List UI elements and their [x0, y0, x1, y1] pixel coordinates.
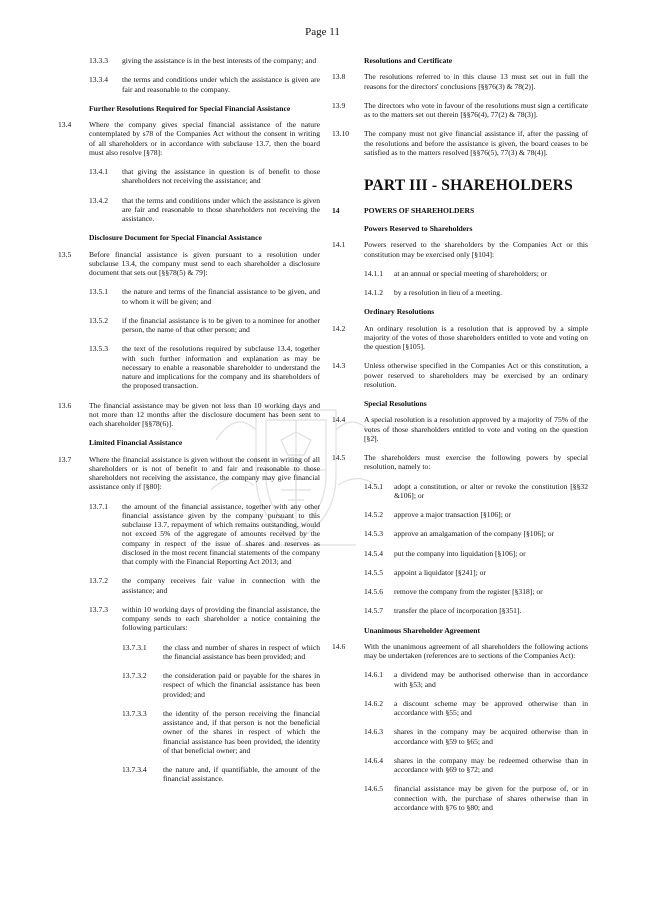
clause-number: 13.9 — [332, 100, 346, 110]
clause-text: appoint a liquidator [§241]; or — [394, 567, 486, 577]
clause-13-7-2 — [89, 576, 320, 595]
clause-text: by a resolution in lieu of a meeting. — [394, 288, 502, 298]
clause-text: remove the company from the register [§318]; or — [394, 587, 543, 597]
clause-number: 14.3 — [332, 361, 346, 371]
clause-text: the company receives fair value in connection with the assistance; and — [122, 576, 320, 595]
clause-text: With the unanimous agreement of all shareholders the following actions may be undertaken (references are to sections of the Companies Act): — [364, 641, 588, 661]
clause-text: adopt a constitution, or alter or revoke the constitution [§§32 &106]; or — [394, 481, 588, 500]
part-title: PART III - SHAREHOLDERS — [364, 177, 573, 194]
clause-14-6-4 — [364, 756, 588, 775]
clause-number: 14.6.5 — [364, 784, 383, 794]
clause-number: 14.6.1 — [364, 670, 383, 680]
clause-14-2 — [332, 324, 588, 352]
clause-text: the class and number of shares in respect of which the financial assistance has been provided; and — [163, 642, 320, 661]
clause-14-5-5 — [364, 568, 588, 577]
clause-14-6-3 — [364, 727, 588, 746]
clause-text: approve an amalgamation of the company [§106]; or — [394, 529, 555, 539]
clause-14-6-2 — [364, 699, 588, 718]
clause-14-5-3 — [364, 529, 588, 538]
right-column — [332, 56, 588, 822]
clause-text: Before financial assistance is given pursuant to a resolution under subclause 13.4, the company must send to each shareholder a disclosure document that sets out [§§78(5) & 79]: — [89, 249, 320, 277]
clause-number: 14.6.2 — [364, 698, 383, 708]
clause-text: The company must not give financial assistance if, after the passing of the resolutions and before the assistance is given, the board ceases to be satisfied as to the matters resolved [§§76(5), 77(3) & 78(4)]. — [364, 129, 588, 157]
clause-text: shares in the company may be acquired otherwise than in accordance with §59 to §65; and — [394, 727, 588, 746]
heading-limited-financial-assistance: Limited Financial Assistance — [89, 438, 183, 448]
clause-13-9 — [332, 101, 588, 120]
clause-text: The shareholders must exercise the following powers by special resolution, namely to: — [364, 453, 588, 472]
section-number: 14 — [332, 205, 340, 215]
clause-number: 14.1.1 — [364, 268, 383, 278]
clause-text: the text of the resolutions required by subclause 13.4, together with such further information and explanation as may be necessary to enable a reasonable shareholder to understand the nature and implications for the company and its shareholders of the proposed transaction. — [122, 344, 320, 391]
clause-14-6 — [332, 642, 588, 661]
clause-13-10 — [332, 129, 588, 157]
clause-13-6 — [58, 401, 320, 429]
page-number: Page 11 — [305, 26, 340, 38]
clause-13-8 — [332, 72, 588, 91]
clause-text: A special resolution is a resolution approved by a majority of 75% of the votes of those shareholders entitled to vote and voting on the question [§2]. — [364, 415, 588, 443]
clause-text: that giving the assistance in question is of benefit to those shareholders not receiving the assistance; and — [122, 167, 320, 186]
clause-14-1 — [332, 240, 588, 259]
clause-13-4-2 — [89, 196, 320, 224]
clause-number: 14.5.4 — [364, 548, 383, 558]
clause-number: 14.5.3 — [364, 529, 383, 539]
clause-14-5-1 — [364, 482, 588, 501]
clause-text: approve a major transaction [§106]; or — [394, 510, 512, 520]
clause-13-3-4 — [89, 75, 320, 94]
clause-14-1-2 — [364, 288, 588, 297]
heading-disclosure-document: Disclosure Document for Special Financial Assistance — [89, 233, 262, 243]
clause-number: 13.7.3.1 — [122, 642, 147, 652]
clause-13-5-1 — [89, 287, 320, 306]
clause-number: 14.5.6 — [364, 587, 383, 597]
clause-number: 13.5 — [58, 249, 72, 259]
clause-text: that the terms and conditions under which the assistance is given are fair and reasonable to those shareholders not receiving the assistance. — [122, 195, 320, 223]
clause-text: Where the company gives special financial assistance of the nature contemplated by s78 of the Companies Act without the consent in writing of all shareholders or in accordance with subclause 13.7, then the board must also resolve [§78]: — [89, 120, 320, 157]
clause-14-6-1 — [364, 670, 588, 689]
clause-number: 13.4.1 — [89, 167, 108, 176]
clause-text: a dividend may be authorised otherwise than in accordance with §53; and — [394, 670, 588, 689]
clause-text: Powers reserved to the shareholders by the Companies Act or this constitution may be exercised only [§104]: — [364, 240, 588, 259]
clause-number: 13.7.3.4 — [122, 765, 147, 774]
clause-13-7-3-4 — [122, 765, 320, 784]
clause-14-5 — [332, 453, 588, 472]
clause-14-6-5 — [364, 784, 588, 812]
clause-number: 13.7.3.2 — [122, 671, 147, 680]
clause-number: 13.4 — [58, 120, 72, 129]
clause-14-5-2 — [364, 510, 588, 519]
clause-number: 13.7 — [58, 454, 72, 464]
clause-13-7-1 — [89, 502, 320, 567]
clause-13-7 — [58, 455, 320, 492]
clause-number: 13.5.3 — [89, 344, 108, 354]
clause-14-1-1 — [364, 269, 588, 278]
clause-13-4 — [58, 120, 320, 157]
clause-number: 14.5.2 — [364, 510, 383, 520]
clause-text: a discount scheme may be approved otherwise than in accordance with §55; and — [394, 698, 588, 718]
clause-number: 13.7.3 — [89, 604, 108, 614]
clause-14-3 — [332, 361, 588, 389]
clause-13-5-3 — [89, 344, 320, 390]
heading-unanimous-agreement: Unanimous Shareholder Agreement — [364, 625, 481, 635]
clause-number: 13.3.4 — [89, 75, 108, 85]
clause-text: put the company into liquidation [§106]; or — [394, 548, 526, 558]
clause-14-5-4 — [364, 549, 588, 558]
heading-resolutions-certificate: Resolutions and Certificate — [364, 56, 453, 65]
clause-text: financial assistance may be given for the purpose of, or in connection with, the purchase of shares otherwise than in accordance with §76 to §80; and — [394, 784, 588, 812]
clause-text: The resolutions referred to in this clause 13 must set out in full the reasons for the directors' conclusions [§§76(3) & 78(2)]. — [364, 72, 588, 91]
heading-ordinary-resolutions: Ordinary Resolutions — [364, 307, 435, 317]
clause-text: transfer the place of incorporation [§351]. — [394, 606, 522, 616]
clause-13-7-3 — [89, 605, 320, 633]
clause-number: 14.5.5 — [364, 567, 383, 577]
clause-number: 14.1 — [332, 240, 346, 250]
left-column — [58, 56, 320, 794]
clause-number: 13.6 — [58, 400, 72, 410]
clause-number: 14.6.4 — [364, 755, 383, 765]
clause-13-5 — [58, 250, 320, 278]
clause-text: The directors who vote in favour of the resolutions must sign a certificate as to the matters set out therein [§§76(4), 77(2) & 78(3)]. — [364, 100, 588, 119]
clause-number: 14.5 — [332, 453, 346, 463]
clause-text: the terms and conditions under which the assistance is given are fair and reasonable to the company. — [122, 75, 320, 94]
clause-number: 13.5.1 — [89, 287, 108, 297]
clause-text: Where the financial assistance is given without the consent in writing of all shareholders or is not of benefit to and fair and reasonable to those shareholders not receiving the assistance, the company may give financial assistance only if [§80]: — [89, 454, 320, 492]
clause-number: 14.6 — [332, 641, 346, 651]
section-14-title — [332, 206, 588, 215]
heading-special-resolutions: Special Resolutions — [364, 399, 427, 409]
heading-further-resolutions: Further Resolutions Required for Special Financial Assistance — [89, 103, 291, 113]
clause-number: 14.6.3 — [364, 727, 383, 737]
clause-text: Unless otherwise specified in the Companies Act or this constitution, a power reserved to shareholders may be exercised by an ordinary resolution. — [364, 361, 588, 389]
heading-powers-reserved: Powers Reserved to Shareholders — [364, 224, 473, 234]
clause-number: 13.10 — [332, 129, 350, 139]
clause-13-5-2 — [89, 316, 320, 335]
clause-text: within 10 working days of providing the financial assistance, the company sends to each shareholder a notice containing the following particulars: — [122, 604, 320, 633]
clause-number: 13.7.3.3 — [122, 708, 147, 718]
clause-number: 13.3.3 — [89, 56, 108, 65]
clause-text: The financial assistance may be given not less than 10 working days and not more than 12 months after the disclosure document has been sent to each shareholder [§§78(6)]. — [89, 400, 320, 428]
clause-number: 13.8 — [332, 72, 346, 82]
clause-13-3-3 — [89, 56, 320, 65]
clause-14-5-7 — [364, 606, 588, 615]
section-text: POWERS OF SHAREHOLDERS — [364, 205, 475, 215]
clause-text: shares in the company may be redeemed otherwise than in accordance with §69 to §72; and — [394, 755, 588, 775]
clause-text: the nature and, if quantifiable, the amount of the financial assistance. — [163, 765, 320, 784]
clause-number: 13.4.2 — [89, 195, 108, 205]
clause-number: 14.1.2 — [364, 288, 383, 298]
clause-number: 14.4 — [332, 415, 346, 425]
clause-number: 14.5.1 — [364, 481, 383, 491]
clause-text: giving the assistance is in the best interests of the company; and — [122, 56, 317, 65]
clause-13-4-1 — [89, 167, 320, 186]
clause-text: the consideration paid or payable for the shares in respect of which the financial assistance has been provided; and — [163, 671, 320, 699]
clause-text: at an annual or special meeting of shareholders; or — [394, 268, 548, 278]
clause-number: 13.7.2 — [89, 576, 108, 586]
clause-13-7-3-3 — [122, 709, 320, 755]
clause-text: the identity of the person receiving the financial assistance and, if that person is not the beneficial owner of the shares in respect of which the financial assistance has been provided, the identity of that beneficial owner; and — [163, 708, 320, 755]
clause-number: 14.2 — [332, 323, 346, 333]
clause-14-5-6 — [364, 587, 588, 596]
clause-13-7-3-1 — [122, 643, 320, 662]
clause-text: if the financial assistance is to be given to a nominee for another person, the name of that other person; and — [122, 315, 320, 334]
clause-number: 14.5.7 — [364, 606, 383, 616]
clause-13-7-3-2 — [122, 671, 320, 699]
clause-number: 13.7.1 — [89, 501, 108, 511]
clause-text: An ordinary resolution is a resolution that is approved by a simple majority of the votes of those shareholders entitled to vote and voting on the question [§105]. — [364, 323, 588, 352]
clause-14-4 — [332, 415, 588, 443]
clause-text: the amount of the financial assistance, together with any other financial assistance given by the company pursuant to this subclause 13.7, repayment of which remains outstanding, would not exceed 5% of the aggregate of amounts received by the company in respect of the issue of shares and reserves as disclosed in the most recent financial statements of the company that comply with the Financial Reporting Act 2013; and — [122, 501, 320, 566]
clause-text: the nature and terms of the financial assistance to be given, and to whom it will be given; and — [122, 287, 320, 306]
clause-number: 13.5.2 — [89, 315, 108, 325]
